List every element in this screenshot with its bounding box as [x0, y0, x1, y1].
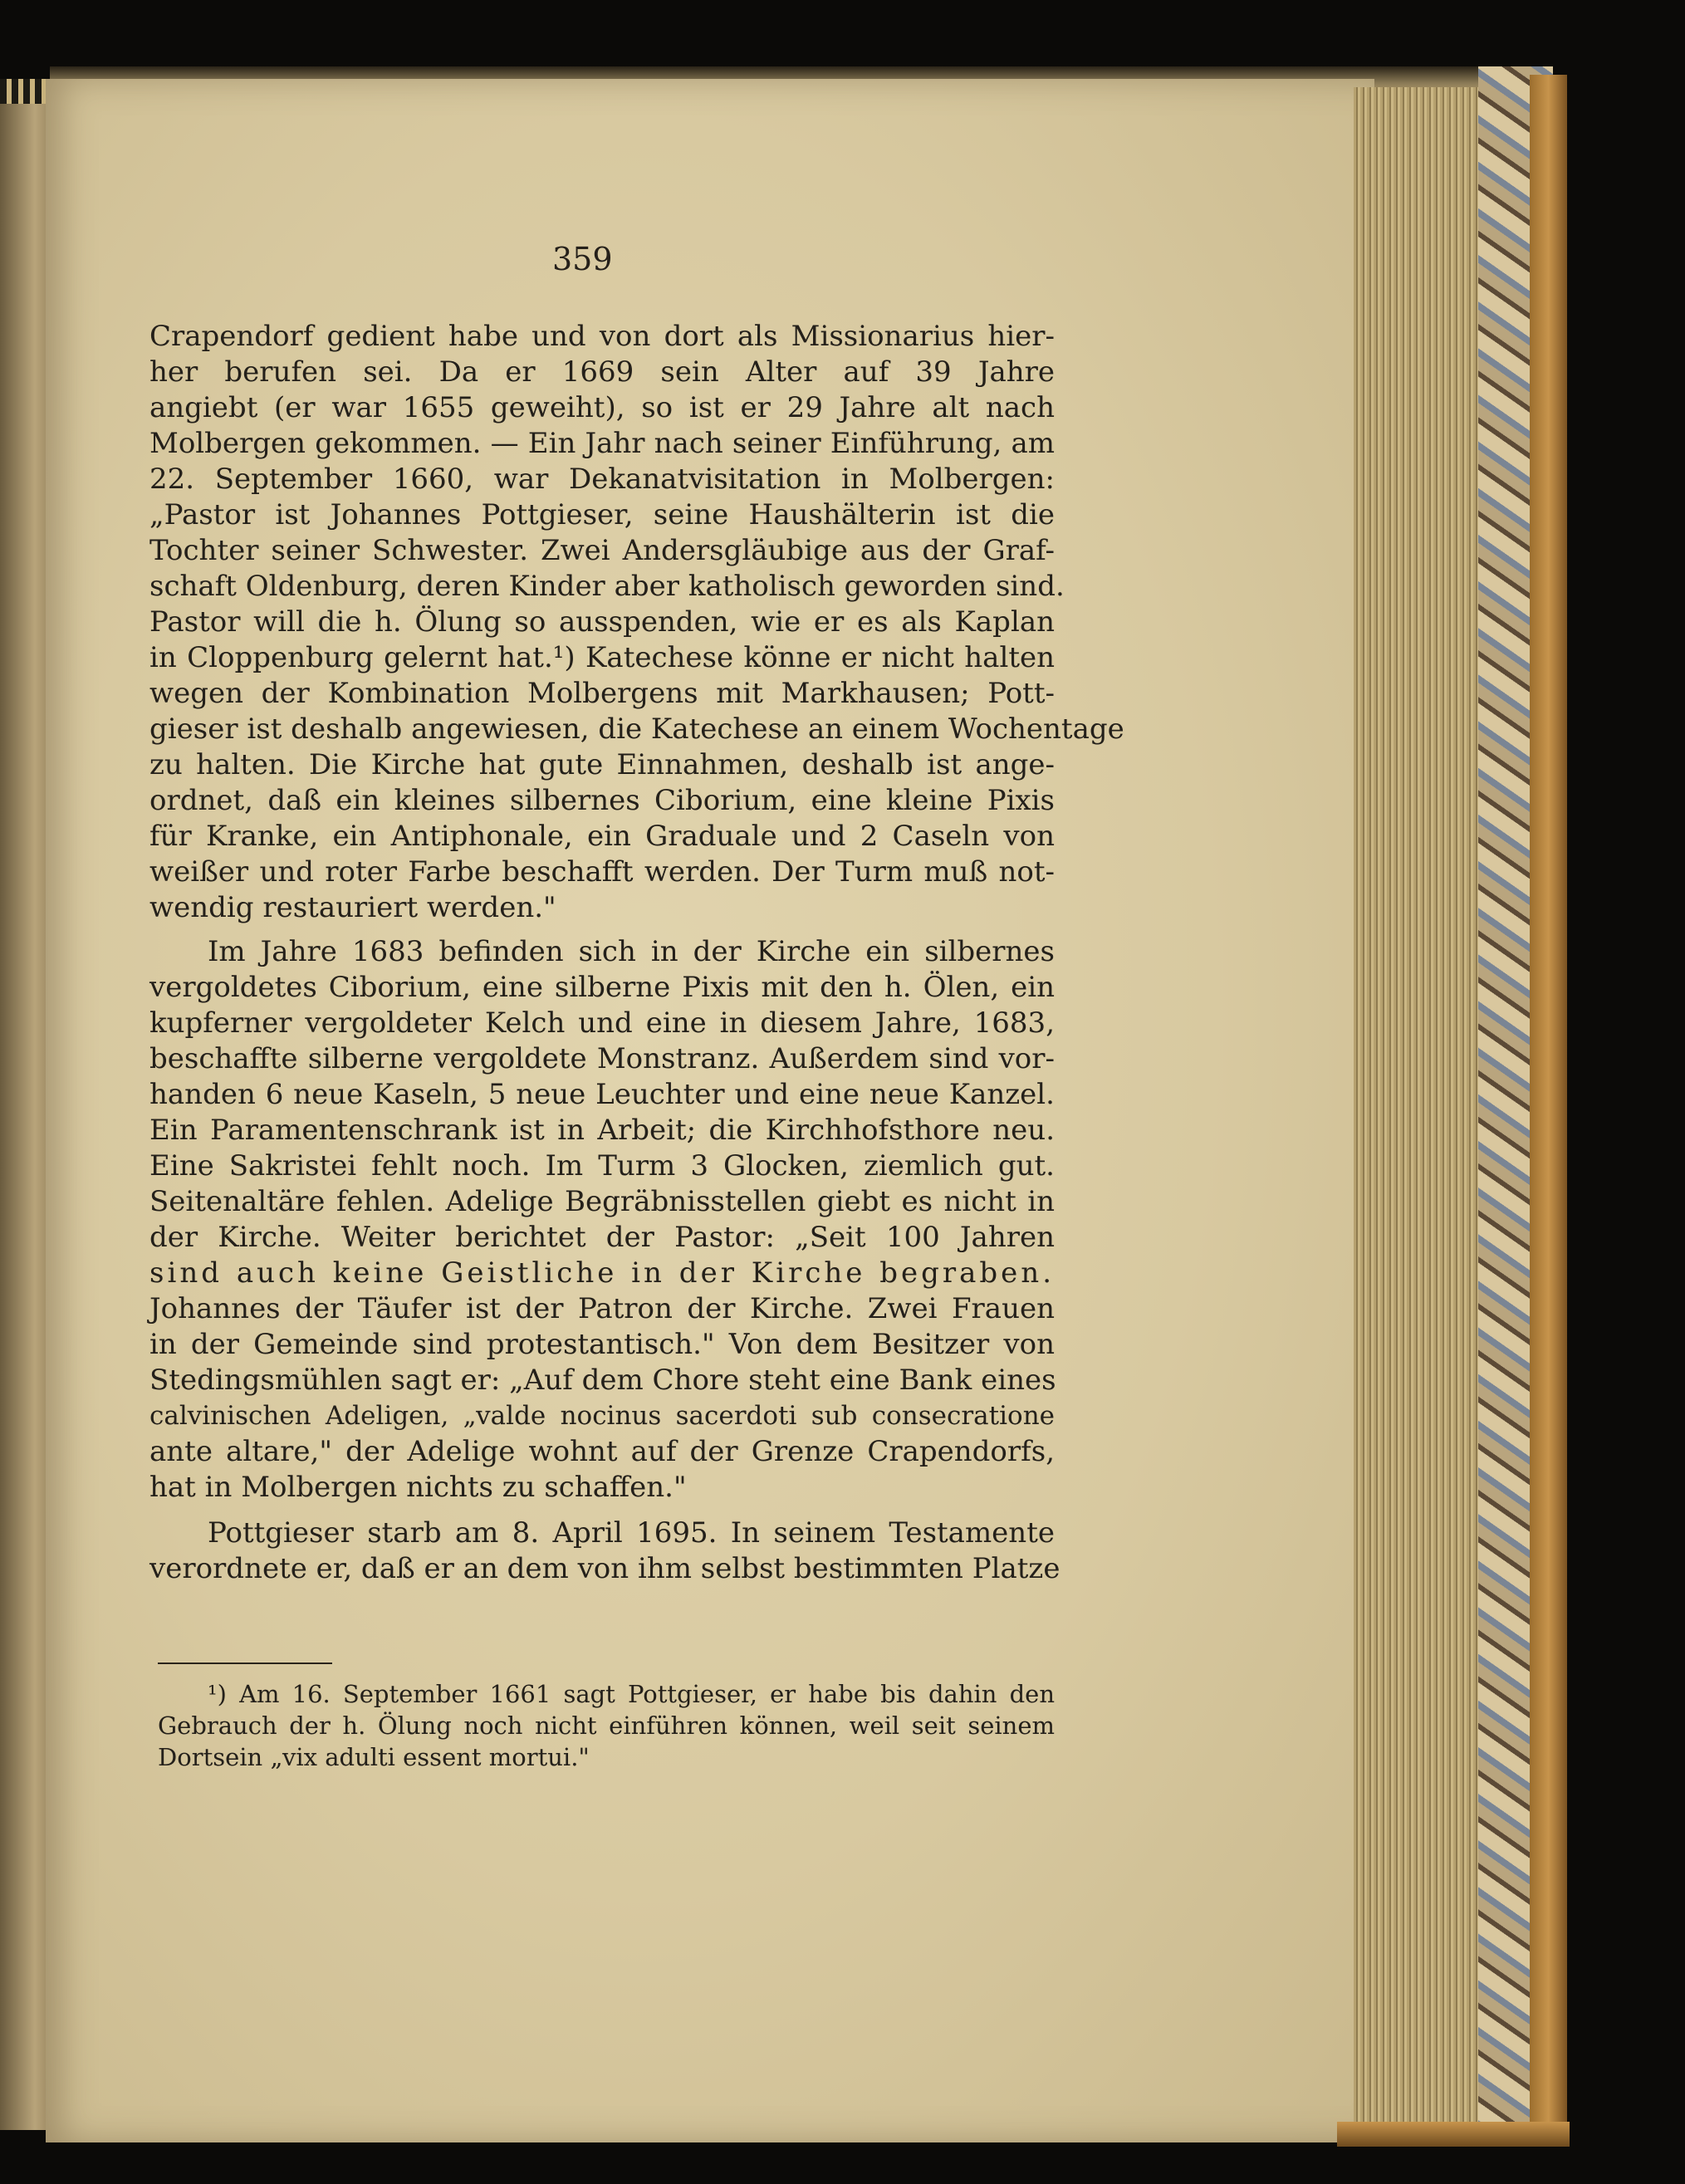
book-cover-bottom	[1337, 2122, 1570, 2147]
footnote-line: Dortsein „vix adulti essent mortui."	[158, 1743, 590, 1771]
body-line: weißer und roter Farbe beschafft werden. Der Turm muß not-	[149, 855, 1055, 889]
footnote-line: Gebrauch der h. Ölung noch nicht einführen können, weil seit seinem	[158, 1711, 1055, 1740]
page-number: 359	[552, 241, 613, 277]
body-line: der Kirche. Weiter berichtet der Pastor: „Seit 100 Jahren	[149, 1221, 1055, 1254]
body-line: vergoldetes Ciborium, eine silberne Pixis mit den h. Ölen, ein	[149, 971, 1055, 1004]
body-line: wegen der Kombination Molbergens mit Markhausen; Pott-	[149, 677, 1055, 710]
body-line: 22. September 1660, war Dekanatvisitation in Molbergen:	[149, 463, 1055, 496]
body-line: Molbergen gekommen. — Ein Jahr nach seiner Einführung, am	[149, 427, 1055, 460]
body-line: für Kranke, ein Antiphonale, ein Graduale und 2 Caseln von	[149, 820, 1055, 853]
body-line: beschaffte silberne vergoldete Monstranz. Außerdem sind vor-	[149, 1042, 1055, 1075]
body-line: her berufen sei. Da er 1669 sein Alter auf 39 Jahre	[149, 355, 1055, 389]
body-line: calvinischen Adeligen, „valde nocinus sacerdoti sub consecratione	[149, 1401, 1055, 1431]
body-line: in der Gemeinde sind protestantisch." Von dem Besitzer von	[149, 1328, 1055, 1361]
body-line: zu halten. Die Kirche hat gute Einnahmen, deshalb ist ange-	[149, 748, 1055, 781]
body-line: Pottgieser starb am 8. April 1695. In seinem Testamente	[208, 1516, 1055, 1550]
book-cover-right	[1530, 75, 1567, 2134]
body-line: Eine Sakristei fehlt noch. Im Turm 3 Glocken, ziemlich gut.	[149, 1149, 1055, 1183]
body-line: verordnete er, daß er an dem von ihm selbst bestimmten Platze	[149, 1552, 1060, 1585]
body-line: ante altare," der Adelige wohnt auf der Grenze Crapendorfs,	[149, 1435, 1055, 1468]
body-line: Johannes der Täufer ist der Patron der Kirche. Zwei Frauen	[149, 1292, 1055, 1325]
body-line: Ein Paramentenschrank ist in Arbeit; die Kirchhofsthore neu.	[149, 1114, 1055, 1147]
body-line: kupferner vergoldeter Kelch und eine in diesem Jahre, 1683,	[149, 1006, 1055, 1040]
body-line: handen 6 neue Kaseln, 5 neue Leuchter und eine neue Kanzel.	[149, 1078, 1055, 1111]
footnote-rule	[158, 1662, 332, 1664]
body-line: sind auch keine Geistliche in der Kirche begraben.	[149, 1256, 1055, 1290]
body-line: wendig restauriert werden."	[149, 891, 556, 924]
body-line: angiebt (er war 1655 geweiht), so ist er 29 Jahre alt nach	[149, 391, 1055, 424]
body-line: Pastor will die h. Ölung so ausspenden, wie er es als Kaplan	[149, 605, 1055, 639]
footnote-line: ¹) Am 16. September 1661 sagt Pottgieser, er habe bis dahin den	[208, 1680, 1055, 1708]
body-line: Tochter seiner Schwester. Zwei Andersgläubige aus der Graf-	[149, 534, 1055, 567]
body-line: in Cloppenburg gelernt hat.¹) Katechese könne er nicht halten	[149, 641, 1055, 674]
body-line: Crapendorf gedient habe und von dort als Missionarius hier-	[149, 320, 1055, 353]
body-line: „Pastor ist Johannes Pottgieser, seine Haushälterin ist die	[149, 498, 1055, 531]
body-line: hat in Molbergen nichts zu schaffen."	[149, 1471, 687, 1504]
body-line: schaft Oldenburg, deren Kinder aber katholisch geworden sind.	[149, 570, 1065, 603]
body-line: Im Jahre 1683 befinden sich in der Kirche ein silbernes	[208, 935, 1055, 968]
body-line: ordnet, daß ein kleines silbernes Ciborium, eine kleine Pixis	[149, 784, 1055, 817]
body-line: gieser ist deshalb angewiesen, die Katechese an einem Wochentage	[149, 712, 1124, 746]
body-line: Seitenaltäre fehlen. Adelige Begräbnisstellen giebt es nicht in	[149, 1185, 1055, 1218]
body-line: Stedingsmühlen sagt er: „Auf dem Chore steht eine Bank eines	[149, 1364, 1056, 1397]
